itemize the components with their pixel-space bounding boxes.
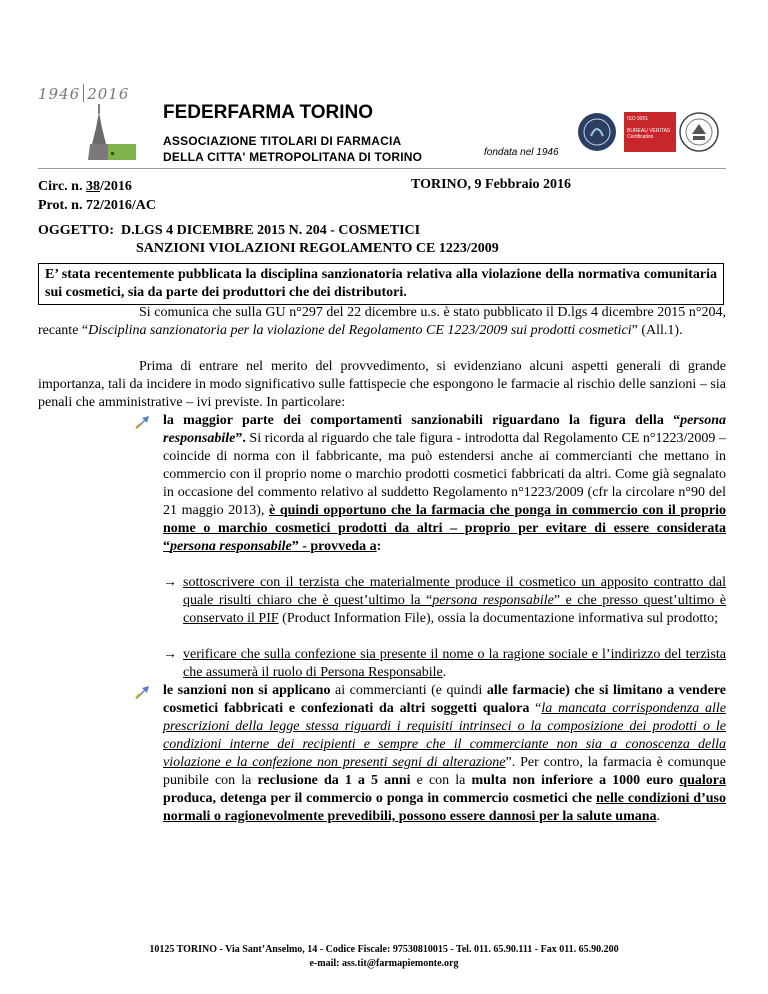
mole-antonelliana-logo (80, 104, 144, 160)
letterhead-divider (38, 168, 726, 169)
bullet-persona-responsabile: la maggior parte dei comportamenti sanzionabili riguardano la figura della “persona responsabile”. Si ricorda al riguardo che tale figura - introdotta dal Regolamento CE n°1223/2009 – coincide di norma con il fabbricante, ma può estendersi anche ai commercianti che mettano in commercio con il proprio nome o marchio prodotti cosmetici fabbricati da altri. Come già segnalato in occasione del commento relativo al suddetto Regolamento n°1223/2009 (cfr la circolare n°90 del 21 maggio 2013), è quindi opportuno che la farmacia che ponga in commercio con il proprio nome o marchio cosmetici prodotti da altri – proprio per evitare di essere considerata “persona responsabile” - provveda a: (163, 413, 727, 554)
circular-info (38, 177, 156, 215)
sub-item-verify: → verificare che sulla confezione sia presente il nome o la ragione sociale e l’indirizzo del terzista che assumerà il ruolo di Persona Responsabile. (163, 647, 726, 680)
footer-address: 10125 TORINO - Via Sant’Anselmo, 14 - Codice Fiscale: 97530810015 - Tel. 011. 65.90.111 - Fax 011. 65.90.200 (149, 944, 619, 955)
org-subtitle-line2: DELLA CITTA' METROPOLITANA DI TORINO (163, 150, 423, 164)
year-end: 2016 (87, 85, 130, 103)
cert-badge-line3: Certification (627, 134, 654, 140)
founded-note: fondata nel 1946 (484, 147, 559, 158)
org-subtitle-line1: ASSOCIAZIONE TITOLARI DI FARMACIA (163, 134, 402, 148)
subject-line2: SANZIONI VIOLAZIONI REGOLAMENTO CE 1223/2009 (136, 241, 499, 256)
sub-item-contract: → sottoscrivere con il terzista che materialmente produce il cosmetico un apposito contratto dal quale risulti chiaro che è quest’ultimo la “persona responsabile” e che presso quest’ultimo è conservato il PIF (Product Information File), ossia la documentazione informativa sul prodotto; (163, 575, 726, 626)
subject-line1: D.LGS 4 DICEMBRE 2015 N. 204 - COSMETICI (120, 223, 421, 238)
org-subtitle (163, 133, 422, 165)
bureau-veritas-badge (624, 112, 676, 152)
letterhead-years (38, 84, 129, 103)
summary-box: E’ stata recentemente pubblicata la disciplina sanzionatoria relativa alla violazione della normativa comunitaria sui cosmetici, sia da parte dei produttori che dei distributori. (38, 263, 724, 305)
arrow-icon: → (163, 647, 177, 662)
cert-badge-line1: ISO 9001 (627, 116, 649, 122)
place-date: TORINO, 9 Febbraio 2016 (411, 177, 571, 192)
accredia-seal-icon (577, 112, 617, 152)
year-start: 1946 (38, 85, 81, 103)
subject (38, 222, 499, 258)
org-name: FEDERFARMA TORINO (163, 102, 374, 123)
arrow-bullet-icon (134, 414, 150, 430)
bullet-sanctions: le sanzioni non si applicano ai commercianti (e quindi alle farmacie) che si limitano a vendere cosmetici fabbricati e confezionati da altri soggetti qualora “la mancata corrispondenza alle prescrizioni della legge stessa riguardi i requisiti intrinseci o la composizione dei prodotti o le condizioni interne dei recipienti e sempre che il commerciante non sia a conoscenza della violazione e la confezione non presenti segni di alterazione”. Per contro, la farmacia è comunque punibile con la reclusione da 1 a 5 anni e con la multa non inferiore a 1000 euro qualora produca, detenga per il commercio o ponga in commercio cosmetici che nelle condizioni d’uso normali o ragionevolmente prevedibili, possono essere dannosi per la salute umana. (163, 683, 727, 824)
arrow-bullet-icon (134, 684, 150, 700)
footer-email: e-mail: ass.tit@farmapiemonte.org (309, 958, 459, 969)
bureau-veritas-seal-icon (679, 112, 719, 152)
subject-label: OGGETTO: (38, 223, 114, 238)
protocol-number: Prot. n. 72/2016/AC (38, 198, 156, 213)
footer (0, 943, 768, 971)
circular-number: Circ. n. 38/2016 (38, 179, 132, 194)
context-paragraph: Prima di entrare nel merito del provvedimento, si evidenziano alcuni aspetti generali di grande importanza, tali da incidere in modo significativo sulle fattispecie che espongono le farmacie al rischio delle sanzioni – sia penali che amministrative – ivi previste. In particolare: (38, 359, 726, 410)
intro-paragraph: Si comunica che sulla GU n°297 del 22 dicembre u.s. è stato pubblicato il D.lgs 4 dicembre 2015 n°204, recante “Disciplina sanzionatoria per la violazione del Regolamento CE 1223/2009 sui prodotti cosmetici” (All.1). (38, 305, 726, 338)
cert-badge-line2: BUREAU VERITAS (627, 128, 671, 134)
arrow-icon: → (163, 575, 177, 590)
